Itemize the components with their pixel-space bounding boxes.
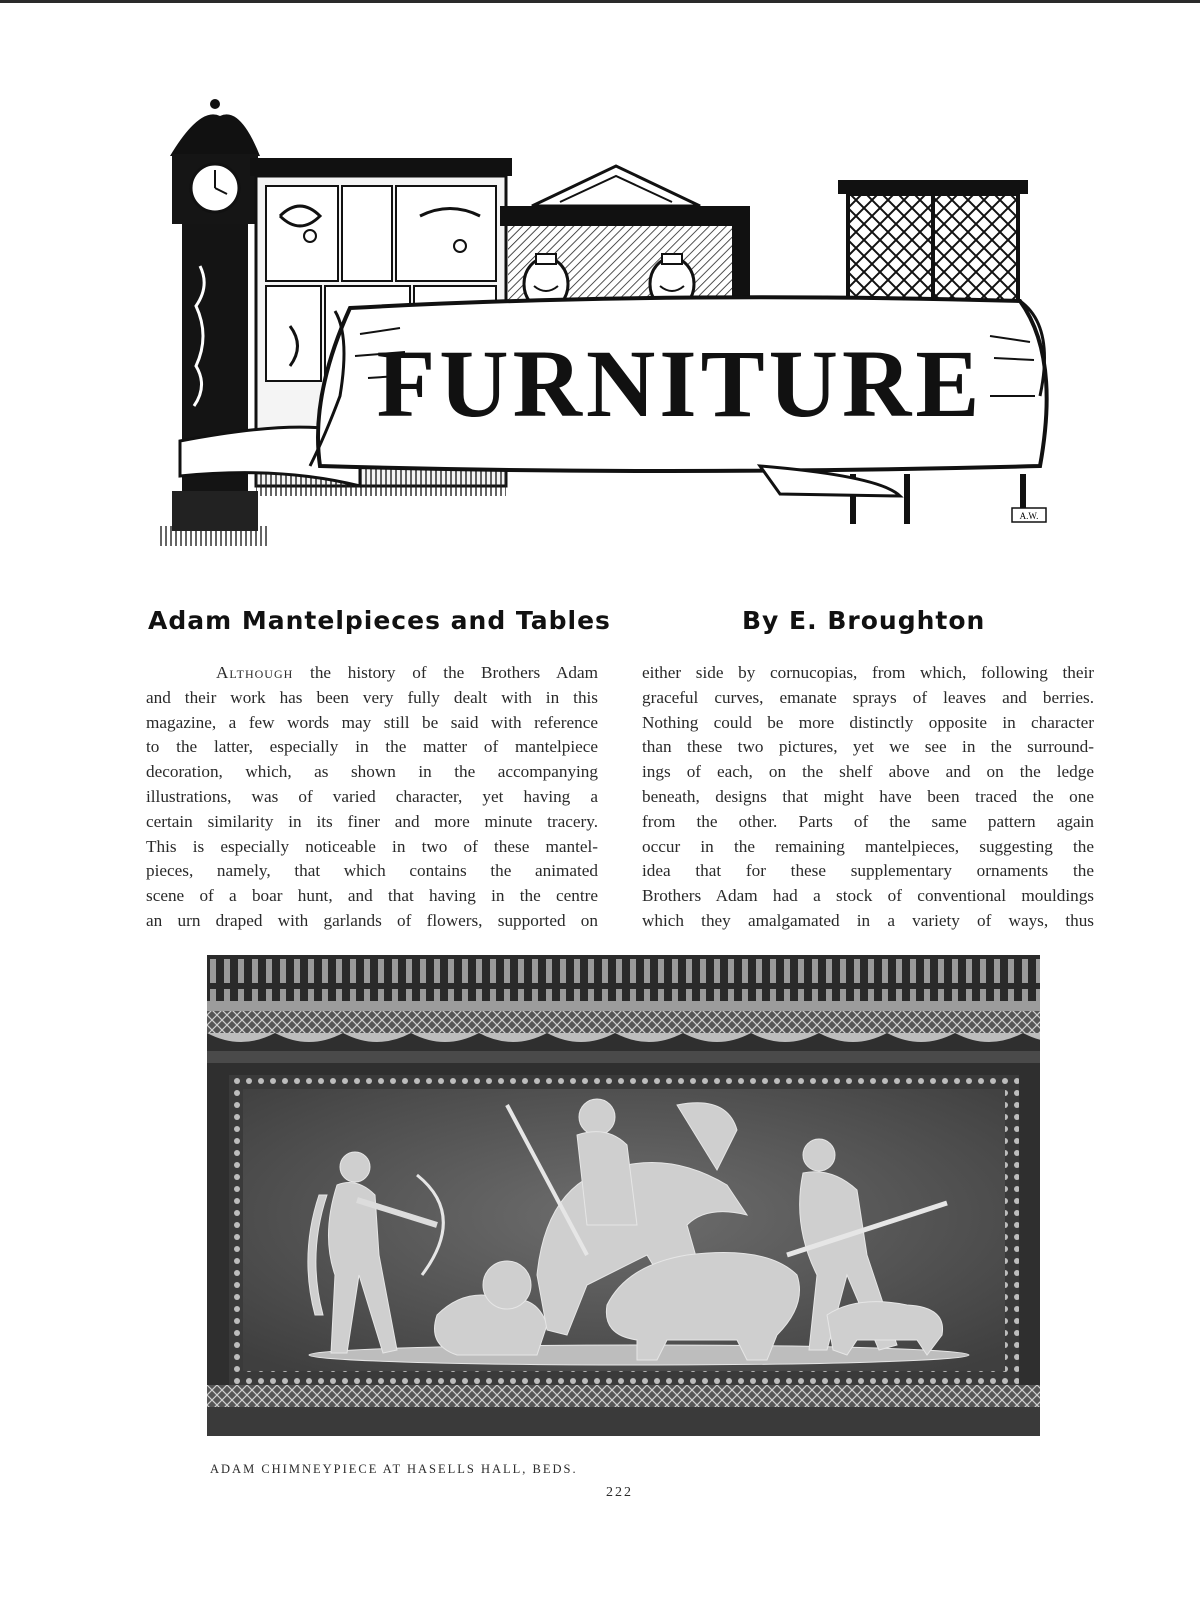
article-title-row bbox=[148, 606, 998, 646]
right-text-column bbox=[642, 661, 1094, 934]
plate-caption: ADAM CHIMNEYPIECE AT HASELLS HALL, BEDS. bbox=[210, 1462, 578, 1476]
text-line: than these two pictures, yet we see in the surround- bbox=[642, 737, 1094, 757]
furniture-header-illustration bbox=[160, 96, 1060, 556]
text-line: pieces, namely, that which contains the animated bbox=[146, 861, 598, 881]
text-line: magazine, a few words may still be said with reference bbox=[146, 712, 598, 732]
text-line: ings of each, on the shelf above and on the ledge bbox=[642, 762, 1094, 782]
text-line: idea that for these supplementary ornaments the bbox=[642, 861, 1094, 881]
text-line: beneath, designs that might have been traced the one bbox=[642, 786, 1094, 806]
text-line: which they amalgamated in a variety of ways, thus bbox=[642, 910, 1094, 930]
text-line: illustrations, was of varied character, yet having a bbox=[146, 786, 598, 806]
text-line: to the latter, especially in the matter of mantelpiece bbox=[146, 737, 598, 757]
left-text-column bbox=[146, 661, 598, 934]
text-line: Brothers Adam had a stock of conventional mouldings bbox=[642, 886, 1094, 906]
text-line: from the other. Parts of the same pattern again bbox=[642, 811, 1094, 831]
dropcap-word: Although bbox=[216, 663, 294, 682]
chimneypiece-plate-image bbox=[207, 955, 1040, 1436]
text-line: and their work has been very fully dealt with in this bbox=[146, 687, 598, 707]
text-line: an urn draped with garlands of flowers, supported on bbox=[146, 910, 598, 930]
top-rule bbox=[0, 0, 1200, 3]
text-line: either side by cornucopias, from which, following their bbox=[642, 663, 1094, 682]
text-line: occur in the remaining mantelpieces, suggesting the bbox=[642, 836, 1094, 856]
text-line: Although the history of the Brothers Adam bbox=[216, 663, 598, 682]
text-line: decoration, which, as shown in the accompanying bbox=[146, 762, 598, 782]
article-byline: By E. Broughton bbox=[742, 606, 986, 635]
text-line: graceful curves, emanate sprays of leaves and berries. bbox=[642, 687, 1094, 707]
artist-monogram: A.W. bbox=[1019, 511, 1039, 521]
text-line: This is especially noticeable in two of these mantel- bbox=[146, 836, 598, 856]
banner-title: FURNITURE bbox=[376, 330, 984, 437]
article-title: Adam Mantelpieces and Tables bbox=[148, 606, 611, 635]
text-line: certain similarity in its finer and more minute tracery. bbox=[146, 811, 598, 831]
text-line: scene of a boar hunt, and that having in the centre bbox=[146, 886, 598, 906]
text-line: Nothing could be more distinctly opposite in character bbox=[642, 712, 1094, 732]
page-number: 222 bbox=[606, 1485, 633, 1500]
